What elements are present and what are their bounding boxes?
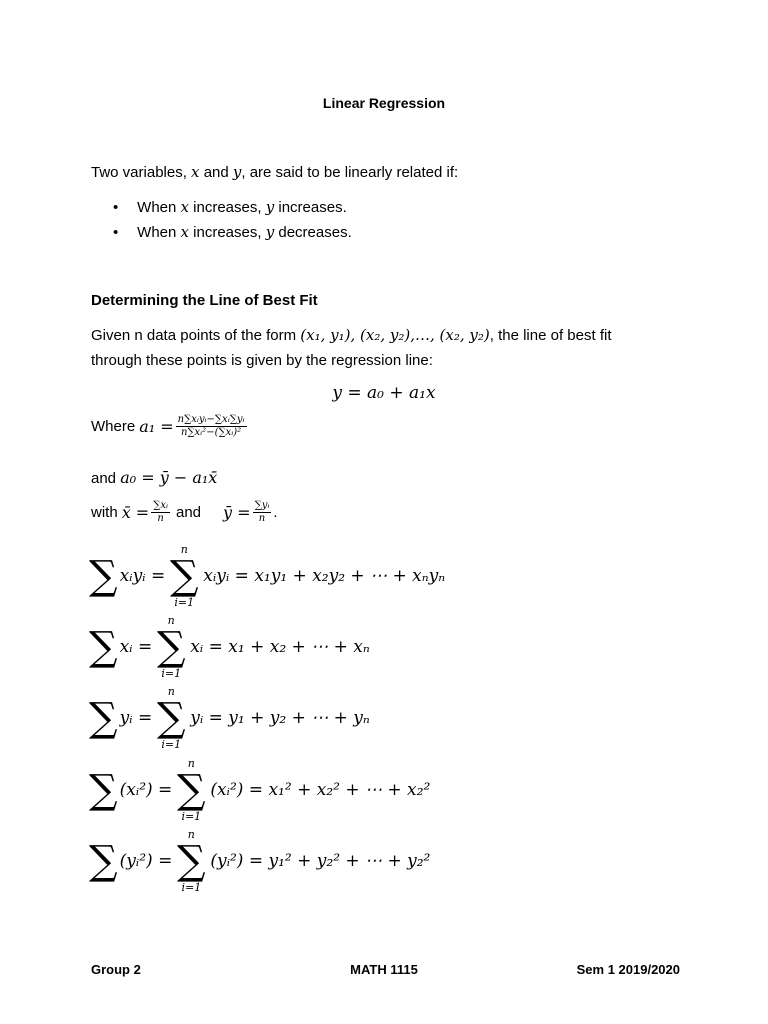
bullet-item [113,223,352,241]
sum-upper-limit: n [187,757,195,770]
sum-rhs: (xᵢ²) = x₁² + x₂² + ⋯ + x₂² [210,780,431,800]
sum-upper-limit: n [167,685,175,698]
sum-with-limits [156,685,186,751]
bullet-end: decreases. [278,224,352,241]
intro-prefix: Two variables, [91,164,187,181]
sum-lhs: (yᵢ²) = [119,851,173,871]
bullet-var-y: y [265,198,275,216]
a1-formula [91,414,249,439]
xbar-numerator: ∑xᵢ [153,500,168,511]
bullet-when: When [137,224,177,241]
bullet-when: When [137,199,177,216]
intro-var-x: x [191,163,200,181]
a1-numerator: n∑xᵢyᵢ−∑xᵢ∑yᵢ [177,414,245,425]
sum-lower-limit: i=1 [181,810,202,823]
bullet-var-x: x [180,223,189,241]
ybar-numerator: ∑yᵢ [254,500,270,511]
sum-identity [89,543,445,609]
sum-lower-limit: i=1 [161,667,182,680]
bullet-end: increases. [278,199,347,216]
given-line-2: through these points is given by the regression line: [91,352,433,369]
bullet-var-x: x [180,198,189,216]
sum-upper-limit: n [187,828,195,841]
footer-course: MATH 1115 [350,962,418,977]
sum-rhs: (yᵢ²) = y₁² + y₂² + ⋯ + y₂² [210,851,431,871]
footer-semester: Sem 1 2019/2020 [576,962,680,977]
a0-formula [91,468,217,487]
sum-identity [89,828,430,894]
sum-with-limits [176,757,206,823]
where-label: Where [91,418,136,435]
sum-rhs: yᵢ = y₁ + y₂ + ⋯ + yₙ [190,708,370,728]
sum-identity [89,757,430,823]
given-suffix: , the line of best fit [489,327,612,344]
sigma-symbol: ∑ [156,624,186,670]
intro-suffix: , are said to be linearly related if: [241,164,459,181]
xbar-denominator: n [157,513,164,524]
sigma-symbol: ∑ [156,695,186,741]
given-points: (x₁, y₁), (x₂, y₂),…, (x₂, y₂) [300,326,490,344]
sum-with-limits [176,828,206,894]
sum-identity [89,685,370,751]
means-period: . [273,504,278,521]
means-and: and [176,504,202,521]
a0-and: and [91,470,117,487]
means-with: with [91,504,118,521]
intro-and: and [203,164,229,181]
sum-lhs: yᵢ = [119,708,153,728]
a1-denominator: n∑xᵢ²−(∑xᵢ)² [180,427,242,438]
sigma-symbol: ∑ [169,553,199,599]
ybar-denominator: n [258,513,266,524]
xbar-lhs: x̄ = [121,503,150,522]
sum-lower-limit: i=1 [181,881,202,894]
sum-identity [89,614,370,680]
sigma-symbol: ∑ [89,553,118,599]
bullet-item [113,198,347,216]
a1-lhs: a₁ = [139,417,174,436]
a1-fraction [176,414,247,439]
given-line-1 [91,326,612,344]
bullet-dot-icon: • [113,199,119,216]
section-heading: Determining the Line of Best Fit [91,292,318,309]
sum-rhs: xᵢyᵢ = x₁y₁ + x₂y₂ + ⋯ + xₙyₙ [203,566,446,586]
given-prefix: Given n data points of the form [91,327,297,344]
sigma-symbol: ∑ [89,838,118,884]
ybar-lhs: ȳ = [223,503,251,522]
sum-lhs: (xᵢ²) = [119,780,173,800]
bullet-dot-icon: • [113,224,119,241]
sum-lower-limit: i=1 [174,596,195,609]
sum-lhs: xᵢyᵢ = [119,566,166,586]
bullet-mid: increases, [193,199,262,216]
sum-lhs: xᵢ = [119,637,153,657]
sum-rhs: xᵢ = x₁ + x₂ + ⋯ + xₙ [190,637,370,657]
sum-lower-limit: i=1 [161,738,182,751]
intro-var-y: y [232,163,242,181]
sigma-symbol: ∑ [89,624,118,670]
bullet-mid: increases, [193,224,262,241]
sum-upper-limit: n [180,543,188,556]
regression-equation: y = a₀ + a₁x [332,383,436,403]
sigma-symbol: ∑ [89,695,118,741]
sum-upper-limit: n [167,614,175,627]
sigma-symbol: ∑ [177,838,206,884]
means-formula [91,500,278,525]
sigma-symbol: ∑ [89,767,118,813]
ybar-fraction [253,500,272,525]
sum-with-limits [169,543,199,609]
xbar-fraction [151,500,170,525]
footer-group: Group 2 [91,962,141,977]
a0-equation: a₀ = ȳ − a₁x̄ [120,468,218,487]
intro-sentence [91,163,458,181]
bullet-var-y: y [265,223,275,241]
page-title: Linear Regression [322,95,446,111]
sum-with-limits [156,614,186,680]
sigma-symbol: ∑ [177,767,206,813]
